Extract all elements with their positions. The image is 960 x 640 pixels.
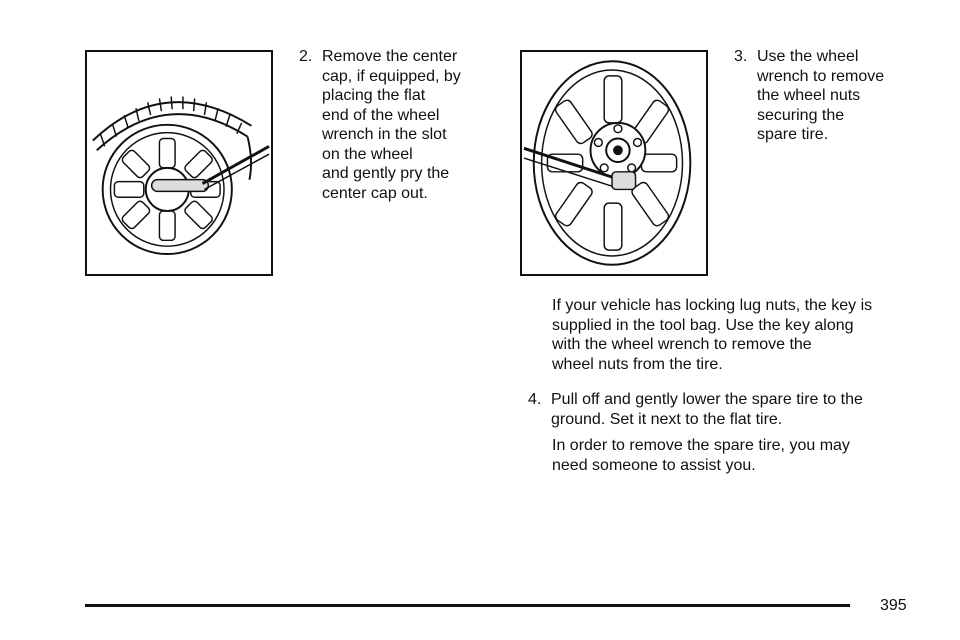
assist-note: In order to remove the spare tire, you may need someone to assist you. [552,437,850,474]
step-number: 4. [528,391,542,408]
step-number: 3. [734,48,748,65]
step-number: 2. [299,48,313,65]
wheel-center-cap-removal-icon [87,52,271,274]
page-number: 395 [880,597,907,614]
step-text: Remove the center cap, if equipped, by placing the flat end of the wheel wrench in the slot on the wheel and gently pry the center cap out. [322,48,461,202]
footer-rule [85,604,850,607]
center-cap-removal-figure [85,50,273,276]
step-text: Pull off and gently lower the spare tire to the ground. Set it next to the flat tire. [551,391,863,428]
step-2 [299,47,499,203]
step-text: Use the wheel wrench to remove the wheel nuts securing the spare tire. [757,48,885,143]
wheel-nut-removal-figure [520,50,708,276]
step-3 [734,47,934,145]
wheel-nut-removal-icon [522,52,706,274]
step-4 [528,390,928,429]
locking-lug-nut-note: If your vehicle has locking lug nuts, the key is supplied in the tool bag. Use the key along with the wheel wrench to remove the wheel nuts from the tire. [552,297,873,373]
